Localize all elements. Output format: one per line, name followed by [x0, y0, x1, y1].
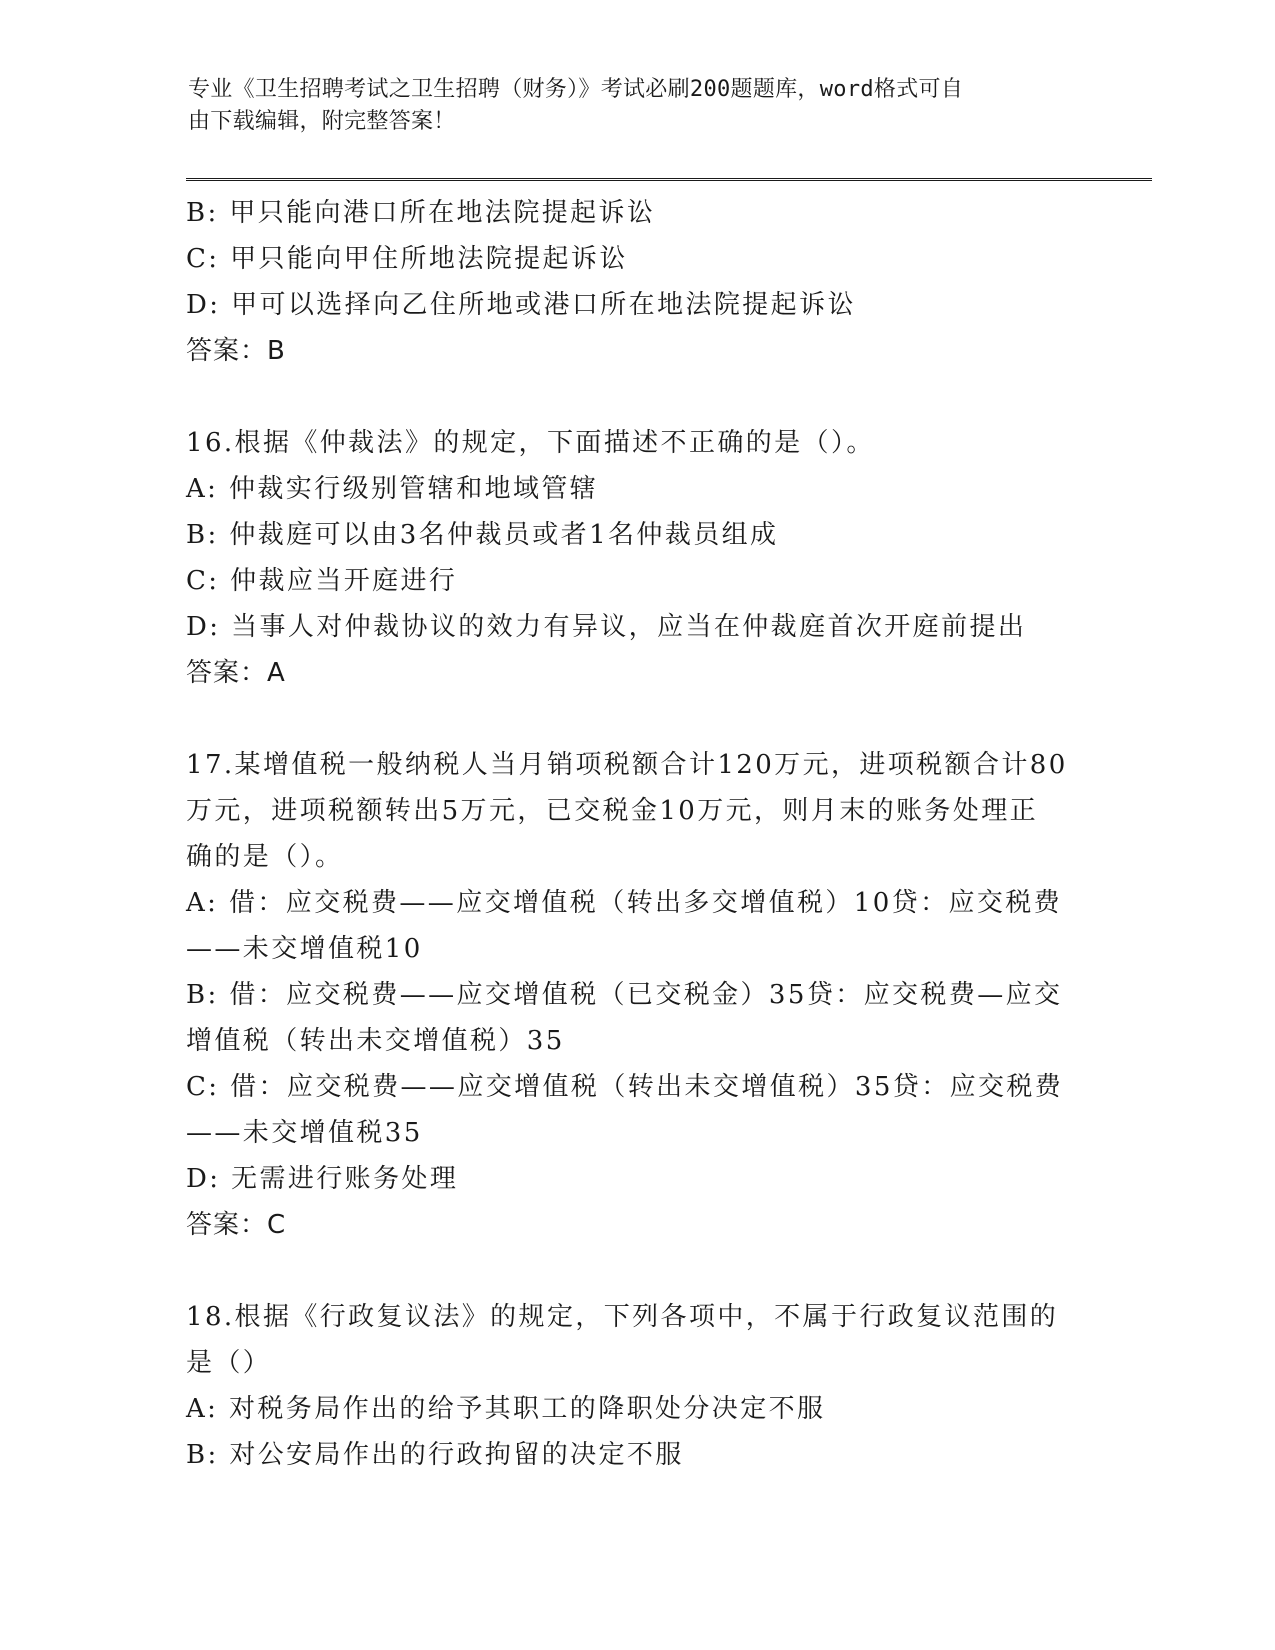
question-line: 18.根据《行政复议法》的规定，下列各项中，不属于行政复议范围的: [186, 1302, 1059, 1332]
header-divider: [186, 178, 1152, 181]
option-line: B: 仲裁庭可以由3名仲裁员或者1名仲裁员组成: [186, 520, 779, 550]
document-body: [186, 190, 1086, 1478]
question-line: 确的是（）。: [186, 842, 344, 872]
page-header: [188, 74, 1068, 138]
blank-line: [186, 374, 1086, 420]
question-line: 17.某增值税一般纳税人当月销项税额合计120万元，进项税额合计80: [186, 750, 1068, 780]
option-line: D: 甲可以选择向乙住所地或港口所在地法院提起诉讼: [186, 290, 856, 320]
header-line: 由下载编辑，附完整答案！: [188, 109, 456, 134]
option-line: D: 无需进行账务处理: [186, 1164, 459, 1194]
option-line: 增值税（转出未交增值税）35: [186, 1026, 565, 1056]
answer-line: 答案：B: [186, 336, 286, 366]
question-line: 16.根据《仲裁法》的规定，下面描述不正确的是（）。: [186, 428, 875, 458]
option-line: D: 当事人对仲裁协议的效力有异议，应当在仲裁庭首次开庭前提出: [186, 612, 1027, 642]
option-line: B: 借：应交税费——应交增值税（已交税金）35贷：应交税费—应交: [186, 980, 1063, 1010]
option-line: B: 甲只能向港口所在地法院提起诉讼: [186, 198, 656, 228]
option-line: ——未交增值税35: [186, 1118, 423, 1148]
option-line: A: 借：应交税费——应交增值税（转出多交增值税）10贷：应交税费: [186, 888, 1063, 918]
blank-line: [186, 696, 1086, 742]
option-line: A: 对税务局作出的给予其职工的降职处分决定不服: [186, 1394, 826, 1424]
answer-line: 答案：A: [186, 658, 286, 688]
option-line: A: 仲裁实行级别管辖和地域管辖: [186, 474, 599, 504]
answer-line: 答案：C: [186, 1210, 287, 1240]
question-line: 是（）: [186, 1348, 272, 1378]
option-line: C: 甲只能向甲住所地法院提起诉讼: [186, 244, 628, 274]
option-line: ——未交增值税10: [186, 934, 423, 964]
option-line: B: 对公安局作出的行政拘留的决定不服: [186, 1440, 684, 1470]
question-line: 万元，进项税额转出5万元，已交税金10万元，则月末的账务处理正: [186, 796, 1039, 826]
blank-line: [186, 1248, 1086, 1294]
option-line: C: 借：应交税费——应交增值税（转出未交增值税）35贷：应交税费: [186, 1072, 1064, 1102]
option-line: C: 仲裁应当开庭进行: [186, 566, 458, 596]
header-line: 专业《卫生招聘考试之卫生招聘（财务）》考试必刷200题题库，word格式可自: [188, 77, 964, 102]
